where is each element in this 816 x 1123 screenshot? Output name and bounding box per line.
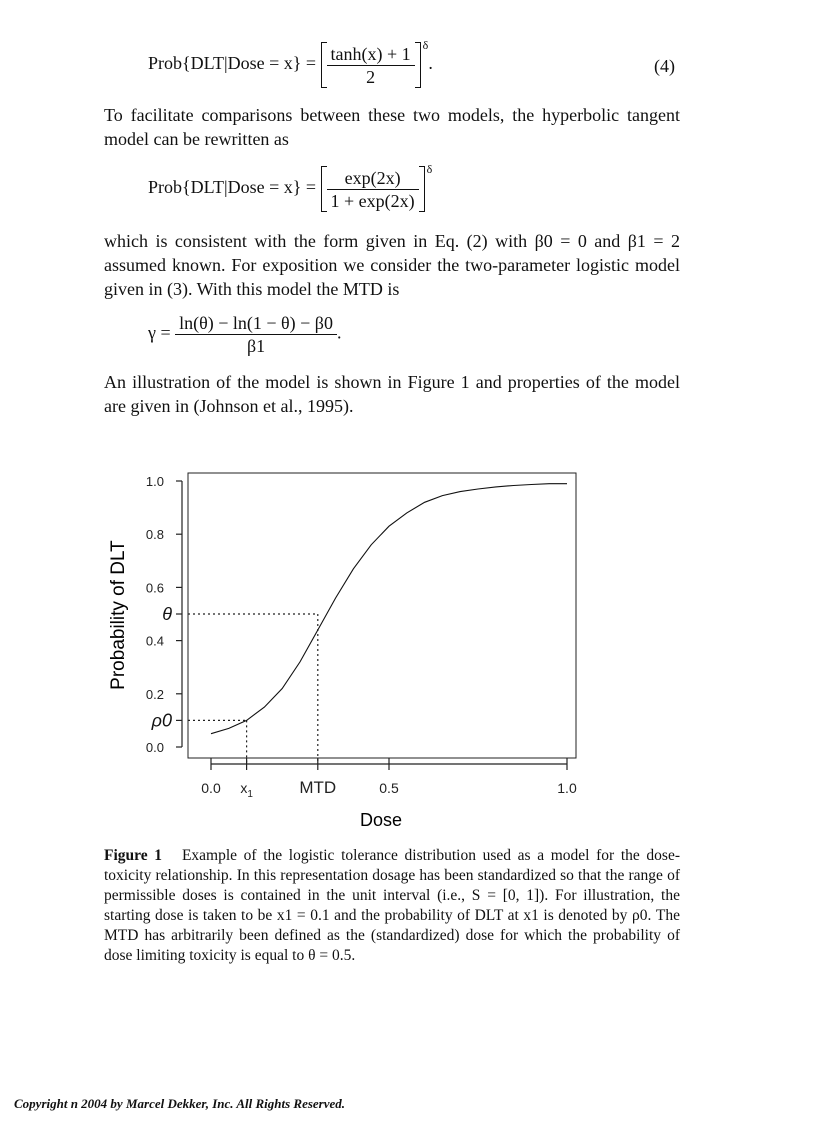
equation-rewritten-lhs: Prob{DLT|Dose = x} =	[148, 177, 317, 198]
equation-mtd: γ = $\frac{\ln(\theta) - \ln(1 - \theta) - \beta 0}{\beta 1}$ .	[148, 313, 342, 356]
x-tick-label: 0.5	[379, 780, 399, 796]
y-tick-label: 0.0	[145, 740, 164, 755]
x-tick-label: MTD	[299, 778, 337, 797]
reference-lines	[188, 614, 318, 764]
equation-4-numerator: tanh(x) + 1	[327, 43, 415, 66]
equation-mtd-lhs: γ =	[148, 322, 171, 343]
equation-mtd-denominator: β1	[246, 336, 266, 356]
rho0-annotation: ρ0	[151, 710, 172, 731]
equation-4-lhs: Prob{DLT|Dose = x} =	[148, 53, 317, 74]
caption-text: Example of the logistic tolerance distribution used as a model for the dose-toxicity relationship. In this representation dosage has been standardized so that the range of permissible doses is contained in the unit interval (i.e., S = [0, 1]). For illustration, the starting dose is taken to be x1 = 0.1 and the probability of DLT at x1 is denoted by ρ0. The MTD has arbitrarily been defined as the (standardized) dose for which the probability of dose limiting toxicity is equal to θ = 0.5.	[104, 847, 680, 964]
y-tick-label: 0.8	[145, 527, 164, 543]
equation-rewritten-numerator: exp(2x)	[327, 167, 419, 190]
x-tick-label: $x_1$	[240, 780, 253, 800]
equation-mtd-numerator: ln(θ) − ln(1 − θ) − β0	[175, 312, 337, 335]
equation-4: Prob{DLT|Dose = x} = $\frac{\tanh(x) + 1}{2}$ $^\delta$.	[148, 38, 433, 87]
x-tick-label: 0.0	[201, 780, 221, 796]
paragraph-3: An illustration of the model is shown in Figure 1 and properties of the model are given in (Johnson et al., 1995).	[104, 372, 680, 416]
copyright-footer: Copyright n 2004 by Marcel Dekker, Inc. All Rights Reserved.	[14, 1096, 346, 1111]
paragraph-2: which is consistent with the form given in Eq. (2) with β0 = 0 and β1 = 2 assumed known. For exposition we consider the two-parameter logistic model given in (3). With this model the MTD is	[104, 231, 680, 299]
y-annotations	[151, 604, 182, 730]
figure-1-caption	[104, 846, 680, 966]
y-tick-label: 0.4	[145, 633, 164, 649]
y-tick-label: 0.2	[145, 686, 164, 702]
equation-4-exponent: δ	[422, 38, 429, 53]
series-logistic-curve	[211, 484, 567, 734]
x-tick-label: 1.0	[557, 780, 577, 796]
y-tick-label: 0.6	[145, 580, 164, 596]
plot-frame	[188, 473, 576, 758]
equation-rewritten	[148, 162, 433, 212]
figure-label: Figure 1	[104, 847, 163, 864]
paragraph-1: To facilitate comparisons between these two models, the hyperbolic tangent model can be rewritten as	[104, 105, 680, 149]
y-axis-label: Probability of DLT	[108, 540, 129, 690]
figure-1-chart	[0, 455, 816, 840]
x-axis-label: Dose	[359, 810, 403, 830]
theta-annotation: θ	[162, 604, 172, 624]
equation-4-denominator: 2	[366, 66, 376, 87]
equation-rewritten-exponent: δ	[426, 162, 433, 177]
equation-number: (4)	[654, 56, 675, 76]
y-tick-label: 1.0	[145, 474, 164, 489]
equation-rewritten-denominator: 1 + exp(2x)	[330, 190, 415, 211]
